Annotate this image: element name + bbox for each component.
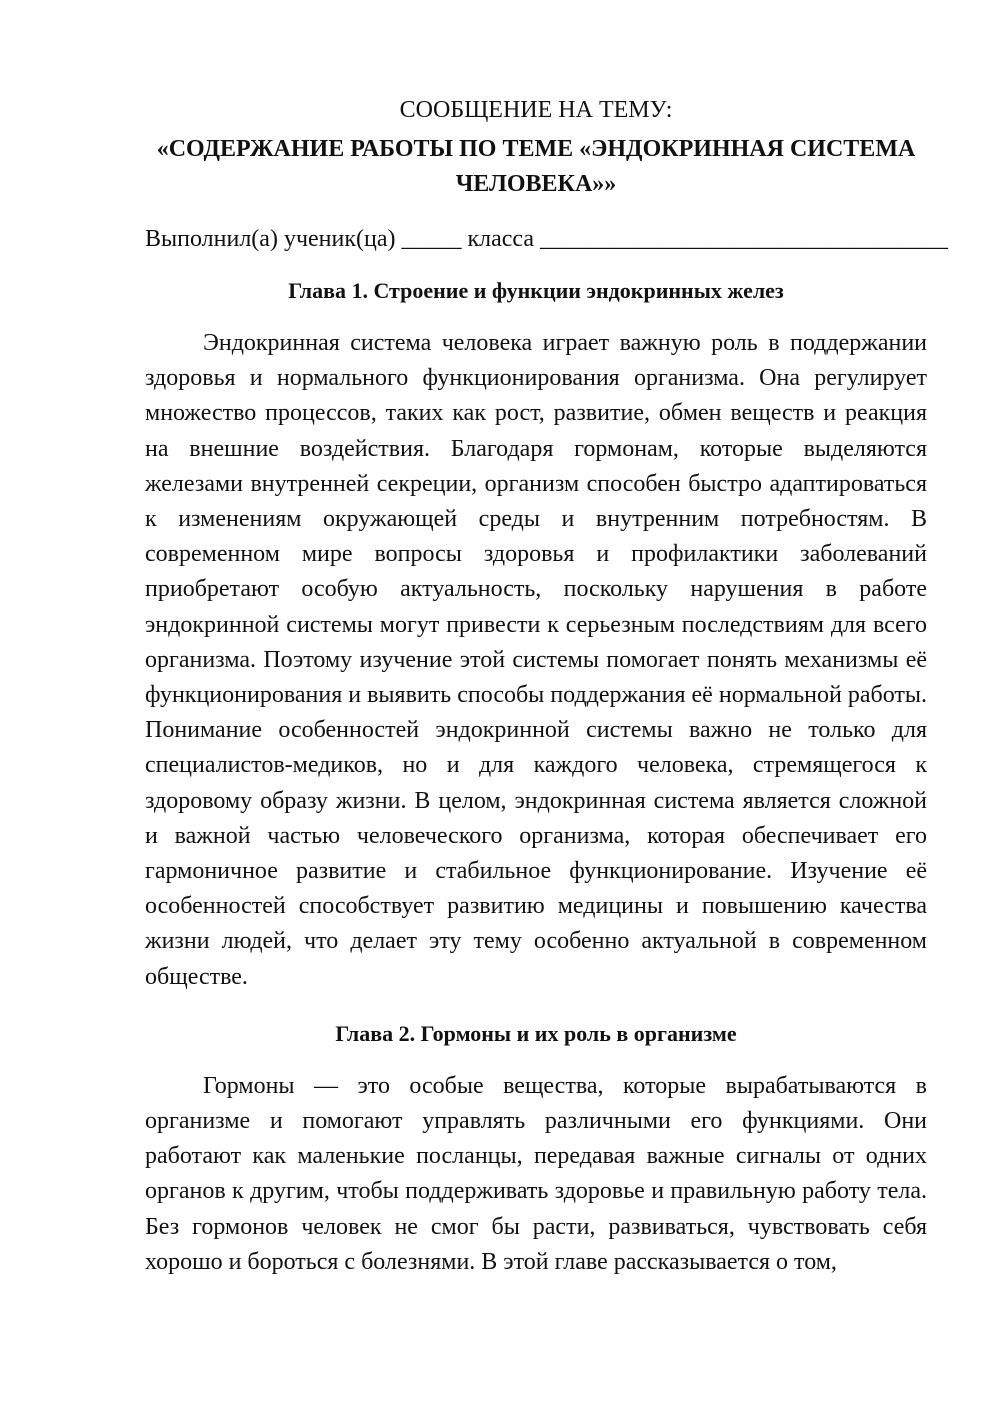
chapter-1-heading: Глава 1. Строение и функции эндокринных желез: [288, 278, 784, 303]
chapter-2-heading: Глава 2. Гормоны и их роль в организме: [335, 1020, 737, 1046]
document-body: [145, 92, 949, 1280]
chapter-1-paragraph: Эндокринная система человека играет важную роль в поддержании здоровья и нормального функционирования организма. Она регулирует множество процессов, таких как рост, развитие, обмен веществ и реакция на внешние воздействия. Благодаря гормонам, которые выделяются железами внутренней секреции, организм способен быстро адаптироваться к изменениям окружающей среды и внутренним потребностям. В современном мире вопросы здоровья и профилактики заболеваний приобретают особую актуальность, поскольку нарушения в работе эндокринной системы могут привести к серьезным последствиям для всего организма. Поэтому изучение этой системы помогает понять механизмы её функционирования и выявить способы поддержания её нормальной работы. Понимание особенностей эндокринной системы важно не только для специалистов-медиков, но и для каждого человека, стремящегося к здоровому образу жизни. В целом, эндокринная система является сложной и важной частью человеческого организма, которая обеспечивает его гармоничное развитие и стабильное функционирование. Изучение её особенностей способствует развитию медицины и повышению качества жизни людей, что делает эту тему особенно актуальной в современном обществе.: [145, 330, 927, 990]
author-line: Выполнил(а) ученик(ца) _____ класса __________________________________: [145, 226, 949, 252]
document-title: «СОДЕРЖАНИЕ РАБОТЫ ПО ТЕМЕ «ЭНДОКРИННАЯ СИСТЕМА ЧЕЛОВЕКА»»: [156, 136, 916, 197]
title-line-1: СООБЩЕНИЕ НА ТЕМУ:: [399, 97, 673, 123]
chapter-2-paragraph: Гормоны — это особые вещества, которые вырабатываются в организме и помогают управлять различными его функциями. Они работают как маленькие посланцы, передавая важные сигналы от одних органов к другим, чтобы поддерживать здоровье и правильную работу тела. Без гормонов человек не смог бы расти, развиваться, чувствовать себя хорошо и бороться с болезнями. В этой главе рассказывается о том,: [145, 1072, 927, 1275]
